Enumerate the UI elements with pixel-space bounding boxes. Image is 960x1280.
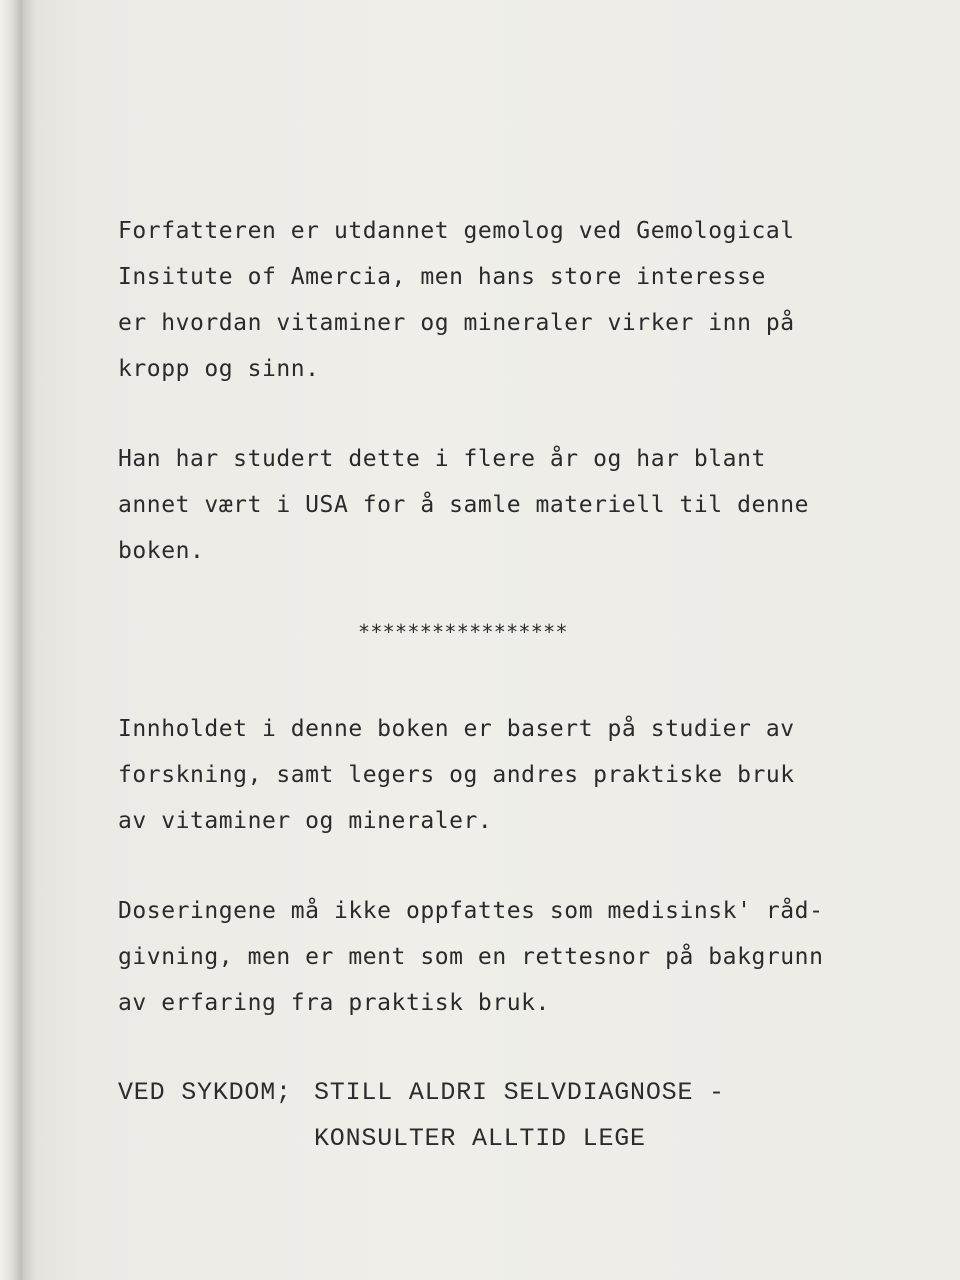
text-line: Han har studert dette i flere år og har blant [118,446,766,472]
text-line: boken. [118,538,205,564]
paragraph-research [118,436,878,574]
text-line: av vitaminer og mineraler. [118,808,493,834]
book-spine-shadow [0,0,22,1280]
text-line: annet vært i USA for å samle materiell til denne [118,492,810,518]
warning-text-1: STILL ALDRI SELVDIAGNOSE - [314,1078,725,1107]
text-line: av erfaring fra praktisk bruk. [118,990,550,1016]
warning-text-2: KONSULTER ALLTID LEGE [314,1124,646,1153]
text-line: givning, men er ment som en rettesnor på bakgrunn [118,944,824,970]
text-line: kropp og sinn. [118,356,320,382]
asterisk-separator: ***************** [358,620,568,644]
medical-warning [118,1070,725,1162]
warning-label: VED SYKDOM; [118,1078,292,1107]
text-line: forskning, samt legers og andres praktiske bruk [118,762,795,788]
text-line: er hvordan vitaminer og mineraler virker inn på [118,310,795,336]
paragraph-author [118,208,878,392]
paragraph-content-basis [118,706,878,844]
text-line: Doseringene må ikke oppfattes som medisinsk' råd- [118,898,824,924]
warning-line-2 [118,1116,725,1162]
paragraph-dosage-disclaimer [118,888,878,1026]
text-line: Forfatteren er utdannet gemolog ved Gemological [118,218,795,244]
text-line: Innholdet i denne boken er basert på studier av [118,716,795,742]
text-line: Insitute of Amercia, men hans store interesse [118,264,766,290]
warning-line-1 [118,1070,725,1116]
